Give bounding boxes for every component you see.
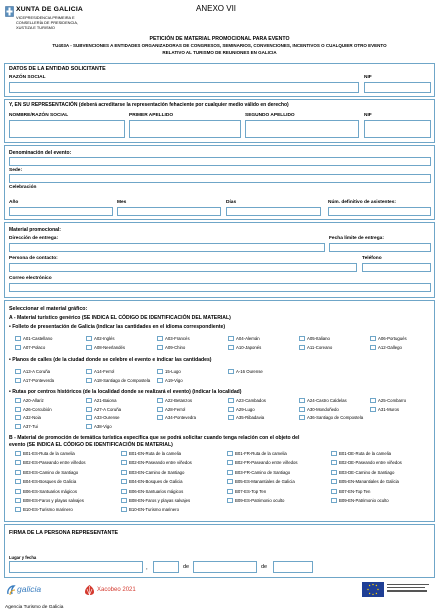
graphic-heading: Seleccionar el material gráfico: (9, 306, 88, 312)
checkbox[interactable] (157, 369, 163, 374)
checkbox[interactable] (228, 345, 234, 350)
checkbox-label: A21-Baiona (94, 398, 117, 403)
org-sub2: CONSELLERÍA DE PRESIDENCIA, (16, 20, 79, 25)
checkbox-label: B01-DE-Ruta de la camelia (339, 451, 392, 456)
checkbox-label: A38-Vigo (94, 423, 112, 429)
day-field[interactable] (153, 561, 179, 573)
checkbox[interactable] (331, 460, 337, 465)
xacobeo-logo-text: Xacobeo 2021 (97, 587, 136, 593)
checkbox-label: A01-Castellano (23, 336, 53, 341)
checkbox[interactable] (15, 398, 21, 403)
folleto-heading: • Folleto de presentación de Galicia (indicar las cantidades en el idioma correspondiente) (9, 324, 226, 330)
checkbox-label: A18-Santiago de Compostela (94, 378, 151, 383)
ano-field[interactable] (9, 207, 113, 216)
checkbox[interactable] (157, 407, 163, 412)
checkbox-label: A19-Vigo (165, 378, 183, 383)
checkbox[interactable] (86, 378, 92, 383)
checkbox-label: B08-EN-Faros y playas salvajes (129, 498, 191, 503)
checkbox-label: B06-EN-Santuarios mágicos (129, 488, 184, 494)
checkbox[interactable] (15, 336, 21, 341)
checkbox-label: A09-Chino (165, 345, 186, 350)
checkbox[interactable] (228, 369, 234, 374)
checkbox-label: A14-Ferrol (94, 369, 115, 374)
checkbox-label: A29-Lugo (236, 406, 255, 412)
checkbox[interactable] (370, 345, 376, 350)
rep-apellido1-label: PRIMER APELLIDO (129, 113, 174, 118)
xacobeo-shell-icon (84, 584, 95, 596)
rep-apellido2-label: SEGUNDO APELLIDO (245, 113, 295, 118)
checkbox[interactable] (15, 479, 21, 484)
checkbox[interactable] (331, 489, 337, 494)
checkbox-label: A05-Italiano (307, 336, 330, 341)
rep-nif-field[interactable] (364, 120, 431, 138)
ano-label: Año (9, 200, 19, 205)
checkbox[interactable] (86, 345, 92, 350)
checkbox-label: B02-ES-Paseando entre viñedos (23, 460, 86, 466)
mes-label: Mes (117, 200, 127, 205)
checkbox[interactable] (15, 460, 21, 465)
xunta-logo (5, 6, 84, 38)
checkbox[interactable] (331, 451, 337, 456)
checkbox-label: A13-A Coruña (23, 369, 50, 374)
year-field[interactable] (273, 561, 313, 573)
xacobeo-logo (84, 583, 154, 599)
rep-nombre-label: NOMBRE/RAZÓN SOCIAL (9, 113, 69, 118)
checkbox[interactable] (299, 345, 305, 350)
annex-label: ANEXO VII (196, 4, 237, 13)
checkbox-label: B03-EN-Camino de Santiago (129, 469, 185, 475)
sec-b-heading-2: evento (SE INDICA EL CÓDIGO DE IDENTIFICACIÓN DE MATERIAL) (9, 442, 173, 448)
direccion-label: Dirección de entrega: (9, 236, 59, 241)
checkbox[interactable] (121, 451, 127, 456)
checkbox-label: A31-Muros (378, 406, 400, 412)
material-section (4, 222, 435, 298)
checkbox[interactable] (86, 407, 92, 412)
checkbox[interactable] (15, 407, 21, 412)
checkbox[interactable] (121, 470, 127, 475)
checkbox[interactable] (299, 415, 305, 420)
checkbox[interactable] (15, 507, 21, 512)
razon-social-field[interactable] (9, 82, 359, 93)
checkbox[interactable] (299, 336, 305, 341)
checkbox-label: A04-Alemán (236, 336, 260, 341)
checkbox-label: A20-Allariz (23, 398, 44, 403)
checkbox-label: A02-Inglés (94, 336, 115, 341)
checkbox-label: A36-Santiago de Compostela (307, 415, 364, 420)
checkbox-label: B02-FR-Paseando entre viñedos (235, 460, 298, 466)
checkbox-label: A32-Noia (23, 415, 41, 420)
checkbox[interactable] (15, 470, 21, 475)
checkbox-label: A-16 Ourense (236, 369, 263, 374)
checkbox-label: B09-EN-Patrimonio oculto (339, 498, 389, 503)
rep-section (4, 99, 435, 143)
checkbox[interactable] (15, 498, 21, 503)
org-sub1: VICEPRESIDENCIA PRIMEIRA E (16, 15, 75, 20)
rep-nombre-field[interactable] (9, 120, 125, 138)
checkbox[interactable] (157, 378, 163, 383)
correo-field[interactable] (9, 283, 431, 292)
checkbox-label: A26-Corcubión (23, 406, 52, 412)
lugar-label: Lugar y fecha (9, 555, 37, 560)
rep-apellido1-field[interactable] (129, 120, 241, 138)
graphic-section (4, 300, 435, 522)
checkbox-label: A07-Polaco (23, 345, 46, 350)
checkbox[interactable] (227, 460, 233, 465)
checkbox[interactable] (299, 407, 305, 412)
dias-label: Días (226, 200, 237, 205)
checkbox-label: B03-FR-Camino de Santiago (235, 469, 291, 475)
event-name-field[interactable] (9, 157, 431, 166)
checkbox-label: B04-EN-Bosques de Galicia (129, 479, 183, 485)
entity-nif-label: NIF (364, 75, 372, 80)
sec-b-heading-1: B - Material de promoción de temática turística específica que se podrá solicitar cuando tenga relación con el objeto del (9, 435, 300, 441)
month-field[interactable] (193, 561, 257, 573)
direccion-field[interactable] (9, 243, 325, 252)
signature-heading: FIRMA DE LA PERSONA REPRESENTANTE (9, 530, 119, 536)
correo-label: Correo electrónico (9, 276, 52, 281)
checkbox[interactable] (331, 498, 337, 503)
checkbox-label: B01-EN-Ruta de la camelia (129, 451, 182, 456)
checkbox-label: A25-Combarro (378, 398, 407, 403)
checkbox[interactable] (370, 336, 376, 341)
checkbox[interactable] (370, 398, 376, 403)
checkbox[interactable] (121, 479, 127, 484)
checkbox[interactable] (86, 398, 92, 403)
rep-heading: Y, EN SU REPRESENTACIÓN (deberá acreditarse la representación fehaciente por cualquier medio válido en derecho) (9, 102, 289, 108)
agency-name: Agencia Turismo de Galicia (5, 605, 64, 610)
checkbox[interactable] (228, 415, 234, 420)
de-sep-1: de (183, 564, 190, 570)
checkbox-label: B05-EN-Manantiales de Galicia (339, 479, 399, 485)
checkbox-label: B04-ES-Bosques de Galicia (23, 479, 77, 485)
checkbox-label: B10-EN-Turismo marinero (129, 507, 179, 513)
checkbox-label: A06-Portugués (378, 336, 407, 341)
checkbox[interactable] (86, 415, 92, 420)
galicia-logo (6, 583, 76, 599)
checkbox-label: B10-ES-Turismo marinero (23, 507, 73, 513)
checkbox[interactable] (331, 470, 337, 475)
signature-section (4, 524, 435, 578)
checkbox-label: B03-ES-Camino de Santiago (23, 469, 79, 475)
sede-label: Sede: (9, 168, 23, 173)
eu-text-lines (387, 584, 431, 596)
checkbox-label: B08-ES-Faros y playas salvajes (23, 498, 84, 503)
contacto-field[interactable] (9, 263, 357, 272)
checkbox-label: A23-Cambados (236, 398, 266, 403)
checkbox-label: A35-Ribadavia (236, 415, 265, 420)
asistentes-field[interactable] (328, 207, 431, 216)
checkbox[interactable] (15, 424, 21, 429)
checkbox[interactable] (121, 489, 127, 494)
checkbox-label: A08-Neerlandés (94, 345, 126, 350)
checkbox-label: A34-Pontevedra (165, 415, 197, 420)
checkbox-label: B07-ES-Top Ten (235, 488, 267, 494)
comma-sep: , (146, 565, 148, 571)
checkbox-label: B05-ES-Manantiales de Galicia (235, 479, 295, 485)
checkbox-label: A11-Coreano (307, 345, 333, 350)
galicia-swirl-icon (6, 584, 16, 596)
form-title: PETICIÓN DE MATERIAL PROMOCIONAL PARA EVENTO (149, 36, 290, 42)
entity-nif-field[interactable] (364, 82, 431, 93)
checkbox-label: A03-Francés (165, 336, 190, 341)
checkbox-label: A33-Ourense (94, 415, 120, 420)
checkbox[interactable] (15, 451, 21, 456)
checkbox[interactable] (228, 398, 234, 403)
eu-flag-icon (362, 582, 384, 597)
form-subtitle-2: RELATIVO AL TURISMO DE REUNIONES EN GALICIA (162, 50, 277, 55)
checkbox-label: B01-FR-Ruta de la camelia (235, 451, 287, 456)
checkbox[interactable] (86, 336, 92, 341)
material-heading: Material promocional: (9, 227, 61, 233)
fecha-limite-label: Fecha límite de entrega: (329, 236, 384, 241)
checkbox-label: A28-Ferrol (165, 406, 186, 412)
checkbox-label: B01-ES-Ruta de la camelia (23, 451, 75, 456)
eu-funding-block (362, 582, 434, 598)
contacto-label: Persona de contacto: (9, 256, 58, 261)
checkbox-label: A30-Mondoñedo (307, 406, 339, 412)
org-name: XUNTA DE GALICIA (16, 6, 84, 13)
rep-nif-label: NIF (364, 113, 372, 118)
galicia-logo-text: galicia (17, 584, 42, 594)
checkbox-label: A27-A Coruña (94, 406, 121, 412)
checkbox-label: A22-Betanzos (165, 398, 192, 403)
planos-heading: • Planos de calles (de la ciudad donde se celebre el evento e indicar las cantidades) (9, 357, 212, 363)
checkbox[interactable] (227, 498, 233, 503)
checkbox[interactable] (228, 336, 234, 341)
checkbox[interactable] (157, 398, 163, 403)
checkbox[interactable] (15, 369, 21, 374)
checkbox[interactable] (227, 470, 233, 475)
checkbox[interactable] (157, 345, 163, 350)
checkbox-label: B09-ES-Patrimonio oculto (235, 498, 285, 503)
checkbox[interactable] (370, 407, 376, 412)
checkbox[interactable] (15, 415, 21, 420)
checkbox-label: A17-Ponteverda (23, 378, 55, 383)
telefono-label: Teléfono (362, 256, 382, 261)
checkbox-label: B02-DE-Paseando entre viñedos (339, 460, 402, 466)
checkbox[interactable] (121, 498, 127, 503)
org-sub3: XUSTIZA E TURISMO (16, 25, 55, 30)
form-subtitle-1: TU403A - SUBVENCIONES A ENTIDADES ORGANIZADORAS DE CONGRESOS, SEMINARIOS, CONVENCIONES, INCENTIVOS O CUALQUIER OTRO EVENTO (52, 43, 387, 48)
checkbox[interactable] (331, 479, 337, 484)
checkbox[interactable] (15, 378, 21, 383)
checkbox[interactable] (86, 369, 92, 374)
asistentes-label: Núm. definitivo de asistentes: (328, 200, 396, 205)
de-sep-2: de (261, 564, 268, 570)
fecha-limite-field[interactable] (329, 243, 431, 252)
checkbox-label: A10-Japonés (236, 345, 262, 350)
checkbox[interactable] (157, 415, 163, 420)
checkbox[interactable] (227, 451, 233, 456)
checkbox-label: A37-Tui (23, 423, 38, 429)
checkbox[interactable] (157, 336, 163, 341)
checkbox[interactable] (15, 345, 21, 350)
entity-section (4, 63, 435, 97)
telefono-field[interactable] (362, 263, 431, 272)
event-name-label: Denominación del evento: (9, 150, 72, 156)
entity-heading: DATOS DE LA ENTIDAD SOLICITANTE (9, 66, 106, 72)
mes-field[interactable] (117, 207, 221, 216)
checkbox[interactable] (227, 489, 233, 494)
checkbox-label: A24-Castro Caldelas (307, 398, 347, 403)
dias-field[interactable] (226, 207, 321, 216)
razon-social-label: RAZÓN SOCIAL (9, 75, 46, 80)
rep-apellido2-field[interactable] (245, 120, 359, 138)
checkbox[interactable] (86, 424, 92, 429)
xunta-emblem-icon (5, 6, 14, 17)
checkbox-label: B07-EN-Top Ten (339, 488, 371, 494)
checkbox[interactable] (121, 507, 127, 512)
checkbox-label: B03-DE-Camino de Santiago (339, 469, 395, 475)
checkbox[interactable] (15, 489, 21, 494)
sede-field[interactable] (9, 174, 431, 183)
event-section (4, 145, 435, 220)
checkbox-label: 15-Lugo (165, 369, 181, 374)
checkbox[interactable] (228, 407, 234, 412)
checkbox-label: B02-EN-Paseando entre viñedos (129, 460, 192, 466)
checkbox[interactable] (121, 460, 127, 465)
checkbox-label: B06-ES-Santuarios mágicos (23, 488, 77, 494)
checkbox-label: A12-Gallego (378, 345, 402, 350)
sec-a-heading: A - Material turístico genérico (SE INDICA EL CÓDIGO DE IDENTIFICACIÓN DEL MATERIAL) (9, 315, 231, 321)
lugar-field[interactable] (9, 561, 143, 573)
celebracion-label: Celebración (9, 185, 37, 190)
checkbox[interactable] (227, 479, 233, 484)
checkbox[interactable] (299, 398, 305, 403)
rutas-heading: • Rutas por centros históricos (de la localidad donde se realizará el evento) (indicar la localidad) (9, 389, 242, 395)
